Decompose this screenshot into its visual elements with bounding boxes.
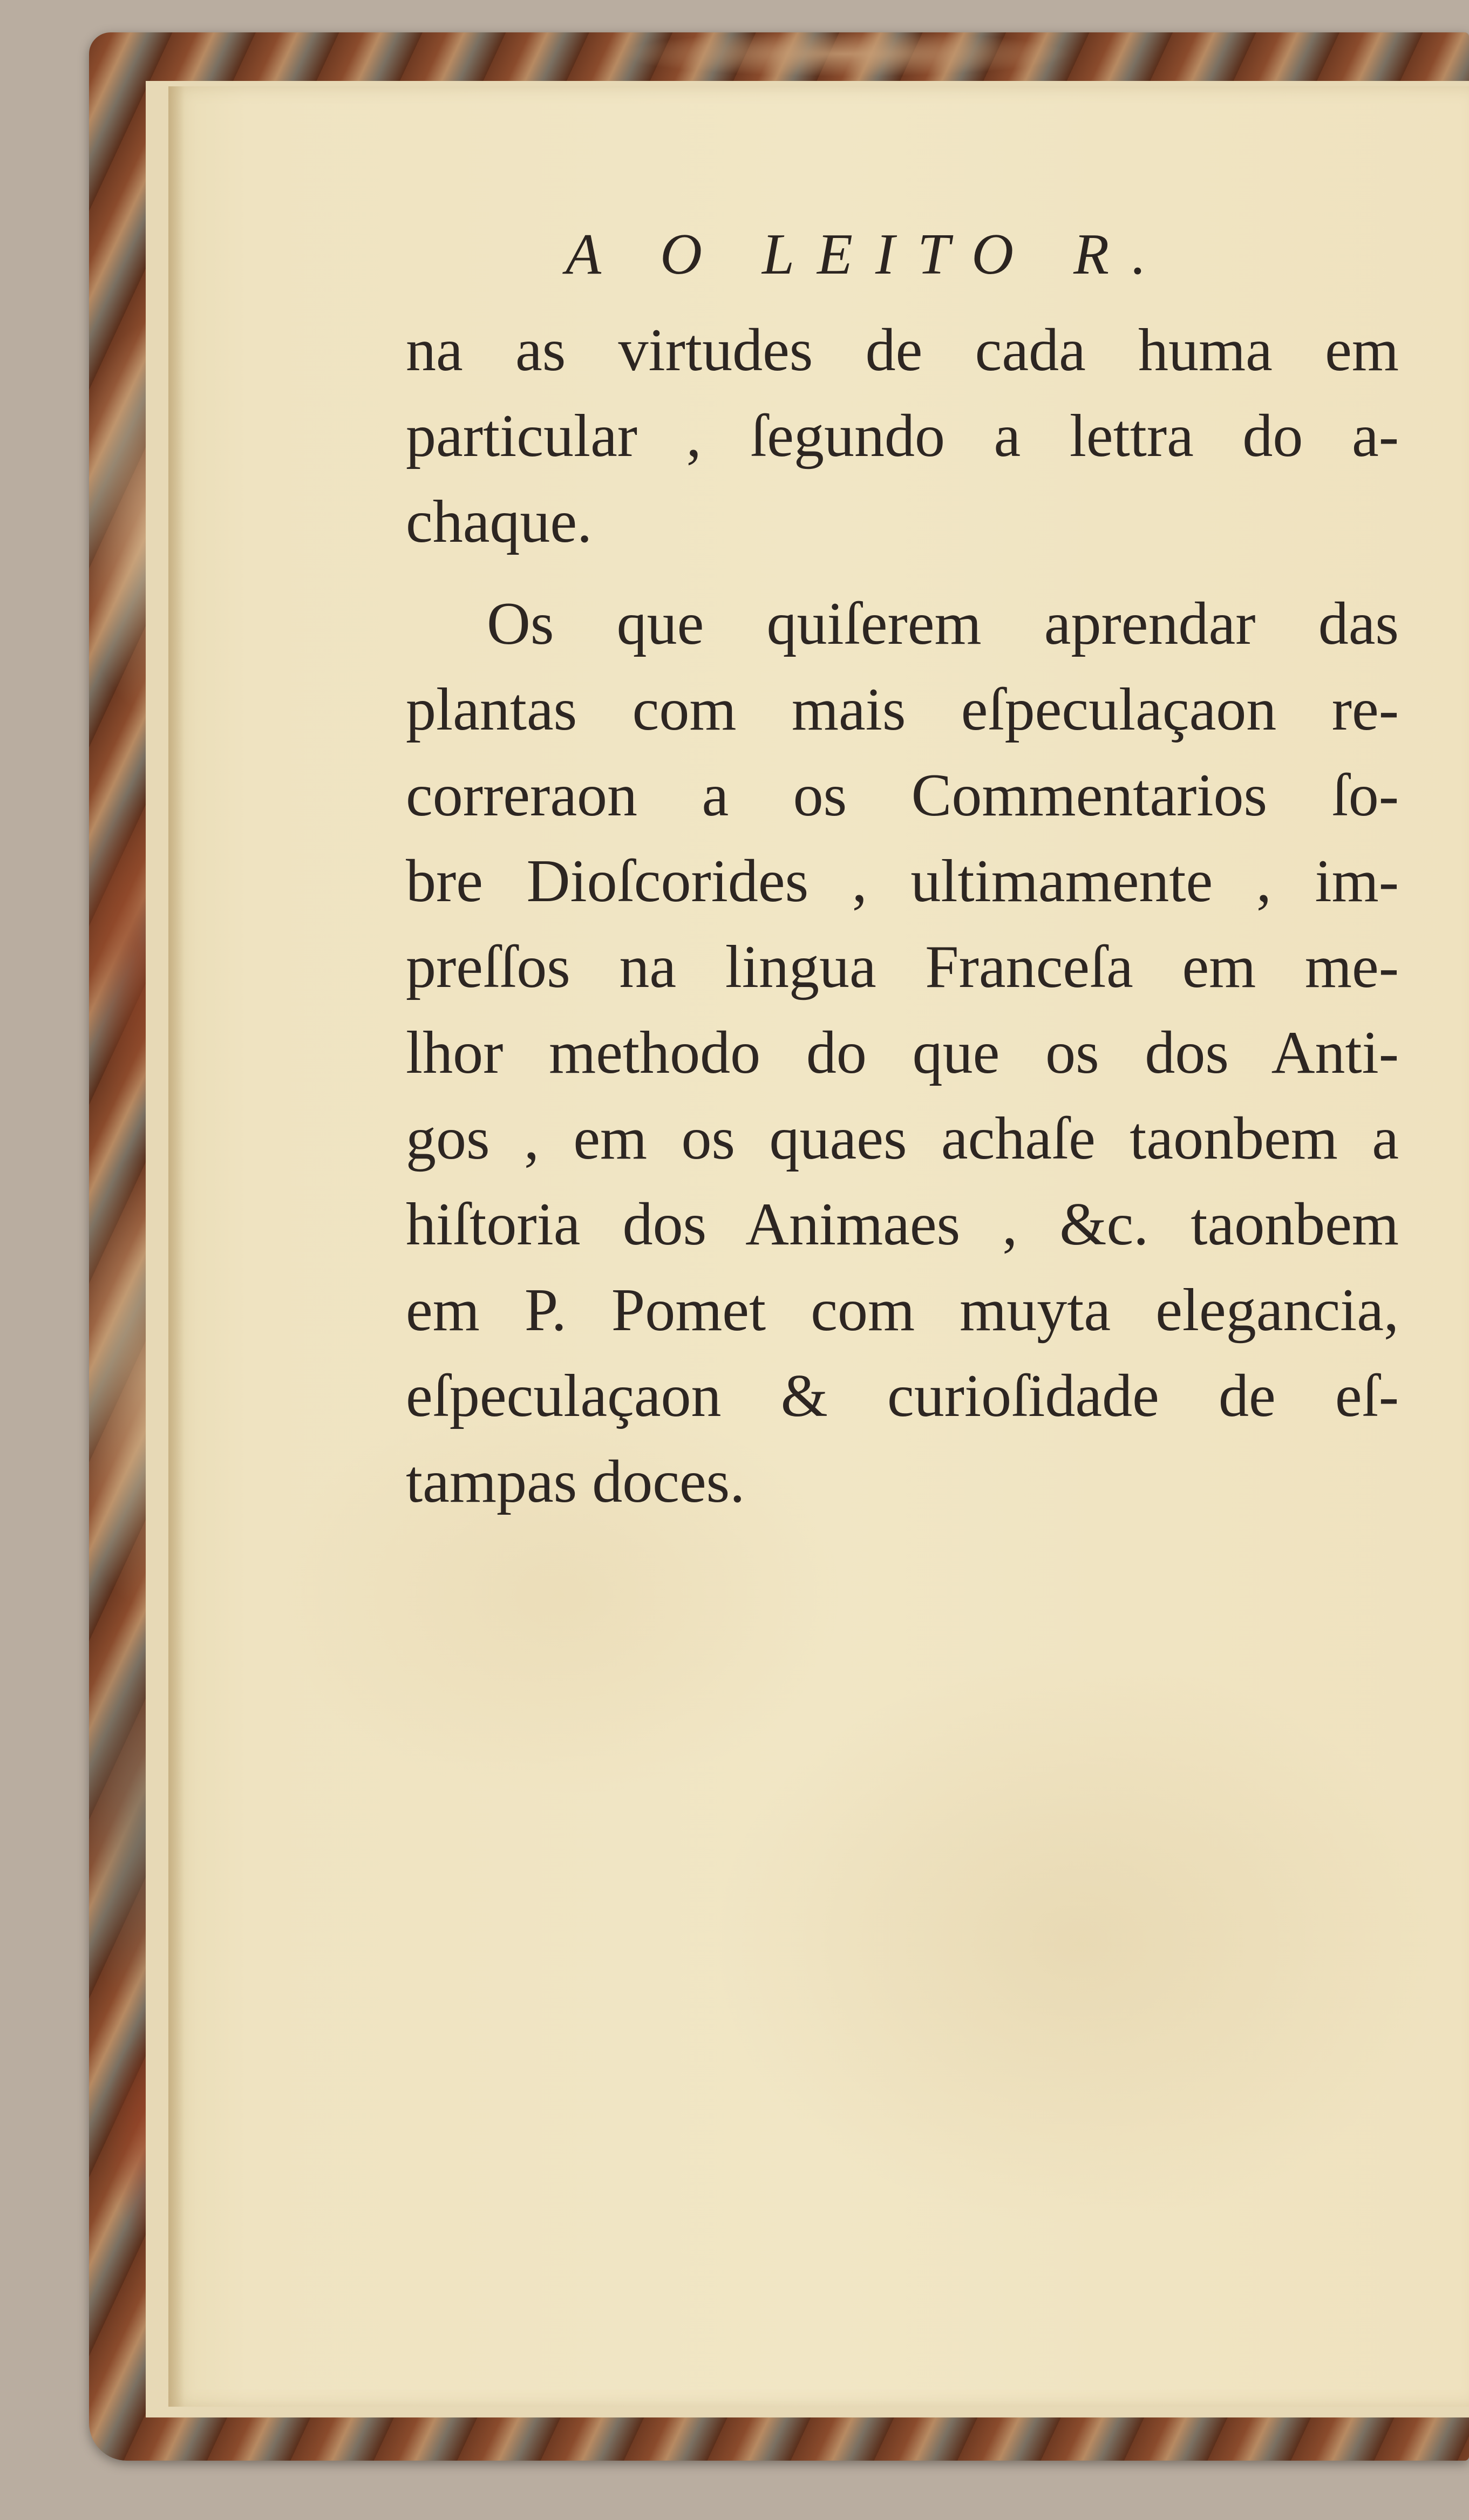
text-line: em P. Pomet com muyta elegancia, bbox=[406, 1277, 1399, 1344]
text-line: Os que quiſerem aprendar das bbox=[487, 590, 1399, 657]
text-line: particular , ſegundo a lettra do a- bbox=[406, 403, 1399, 469]
paragraph-spacer bbox=[406, 565, 1399, 581]
text-line: chaque. bbox=[406, 488, 593, 555]
text-line: lhor methodo do que os dos Anti- bbox=[406, 1019, 1399, 1086]
text-line: plantas com mais eſpeculaçaon re- bbox=[406, 676, 1399, 743]
gutter-shadow bbox=[168, 86, 185, 2407]
text-line: bre Dioſcorides , ultimamente , im- bbox=[406, 848, 1399, 915]
text-line: correraon a os Commentarios ſo- bbox=[406, 762, 1399, 829]
text-line: preſſos na lingua Franceſa em me- bbox=[406, 934, 1399, 1000]
text-line: gos , em os quaes achaſe taonbem a bbox=[406, 1105, 1399, 1172]
book-page bbox=[168, 86, 1469, 2407]
text-line: tampas doces. bbox=[406, 1448, 745, 1515]
page-body-text bbox=[406, 308, 1399, 1525]
text-line: eſpeculaçaon & curioſidade de eſ- bbox=[406, 1363, 1399, 1429]
text-line: na as virtudes de cada huma em bbox=[406, 317, 1399, 384]
text-line: hiſtoria dos Animaes , &c. taonbem bbox=[406, 1191, 1399, 1258]
running-head: A O LEITO R. bbox=[565, 222, 1169, 287]
